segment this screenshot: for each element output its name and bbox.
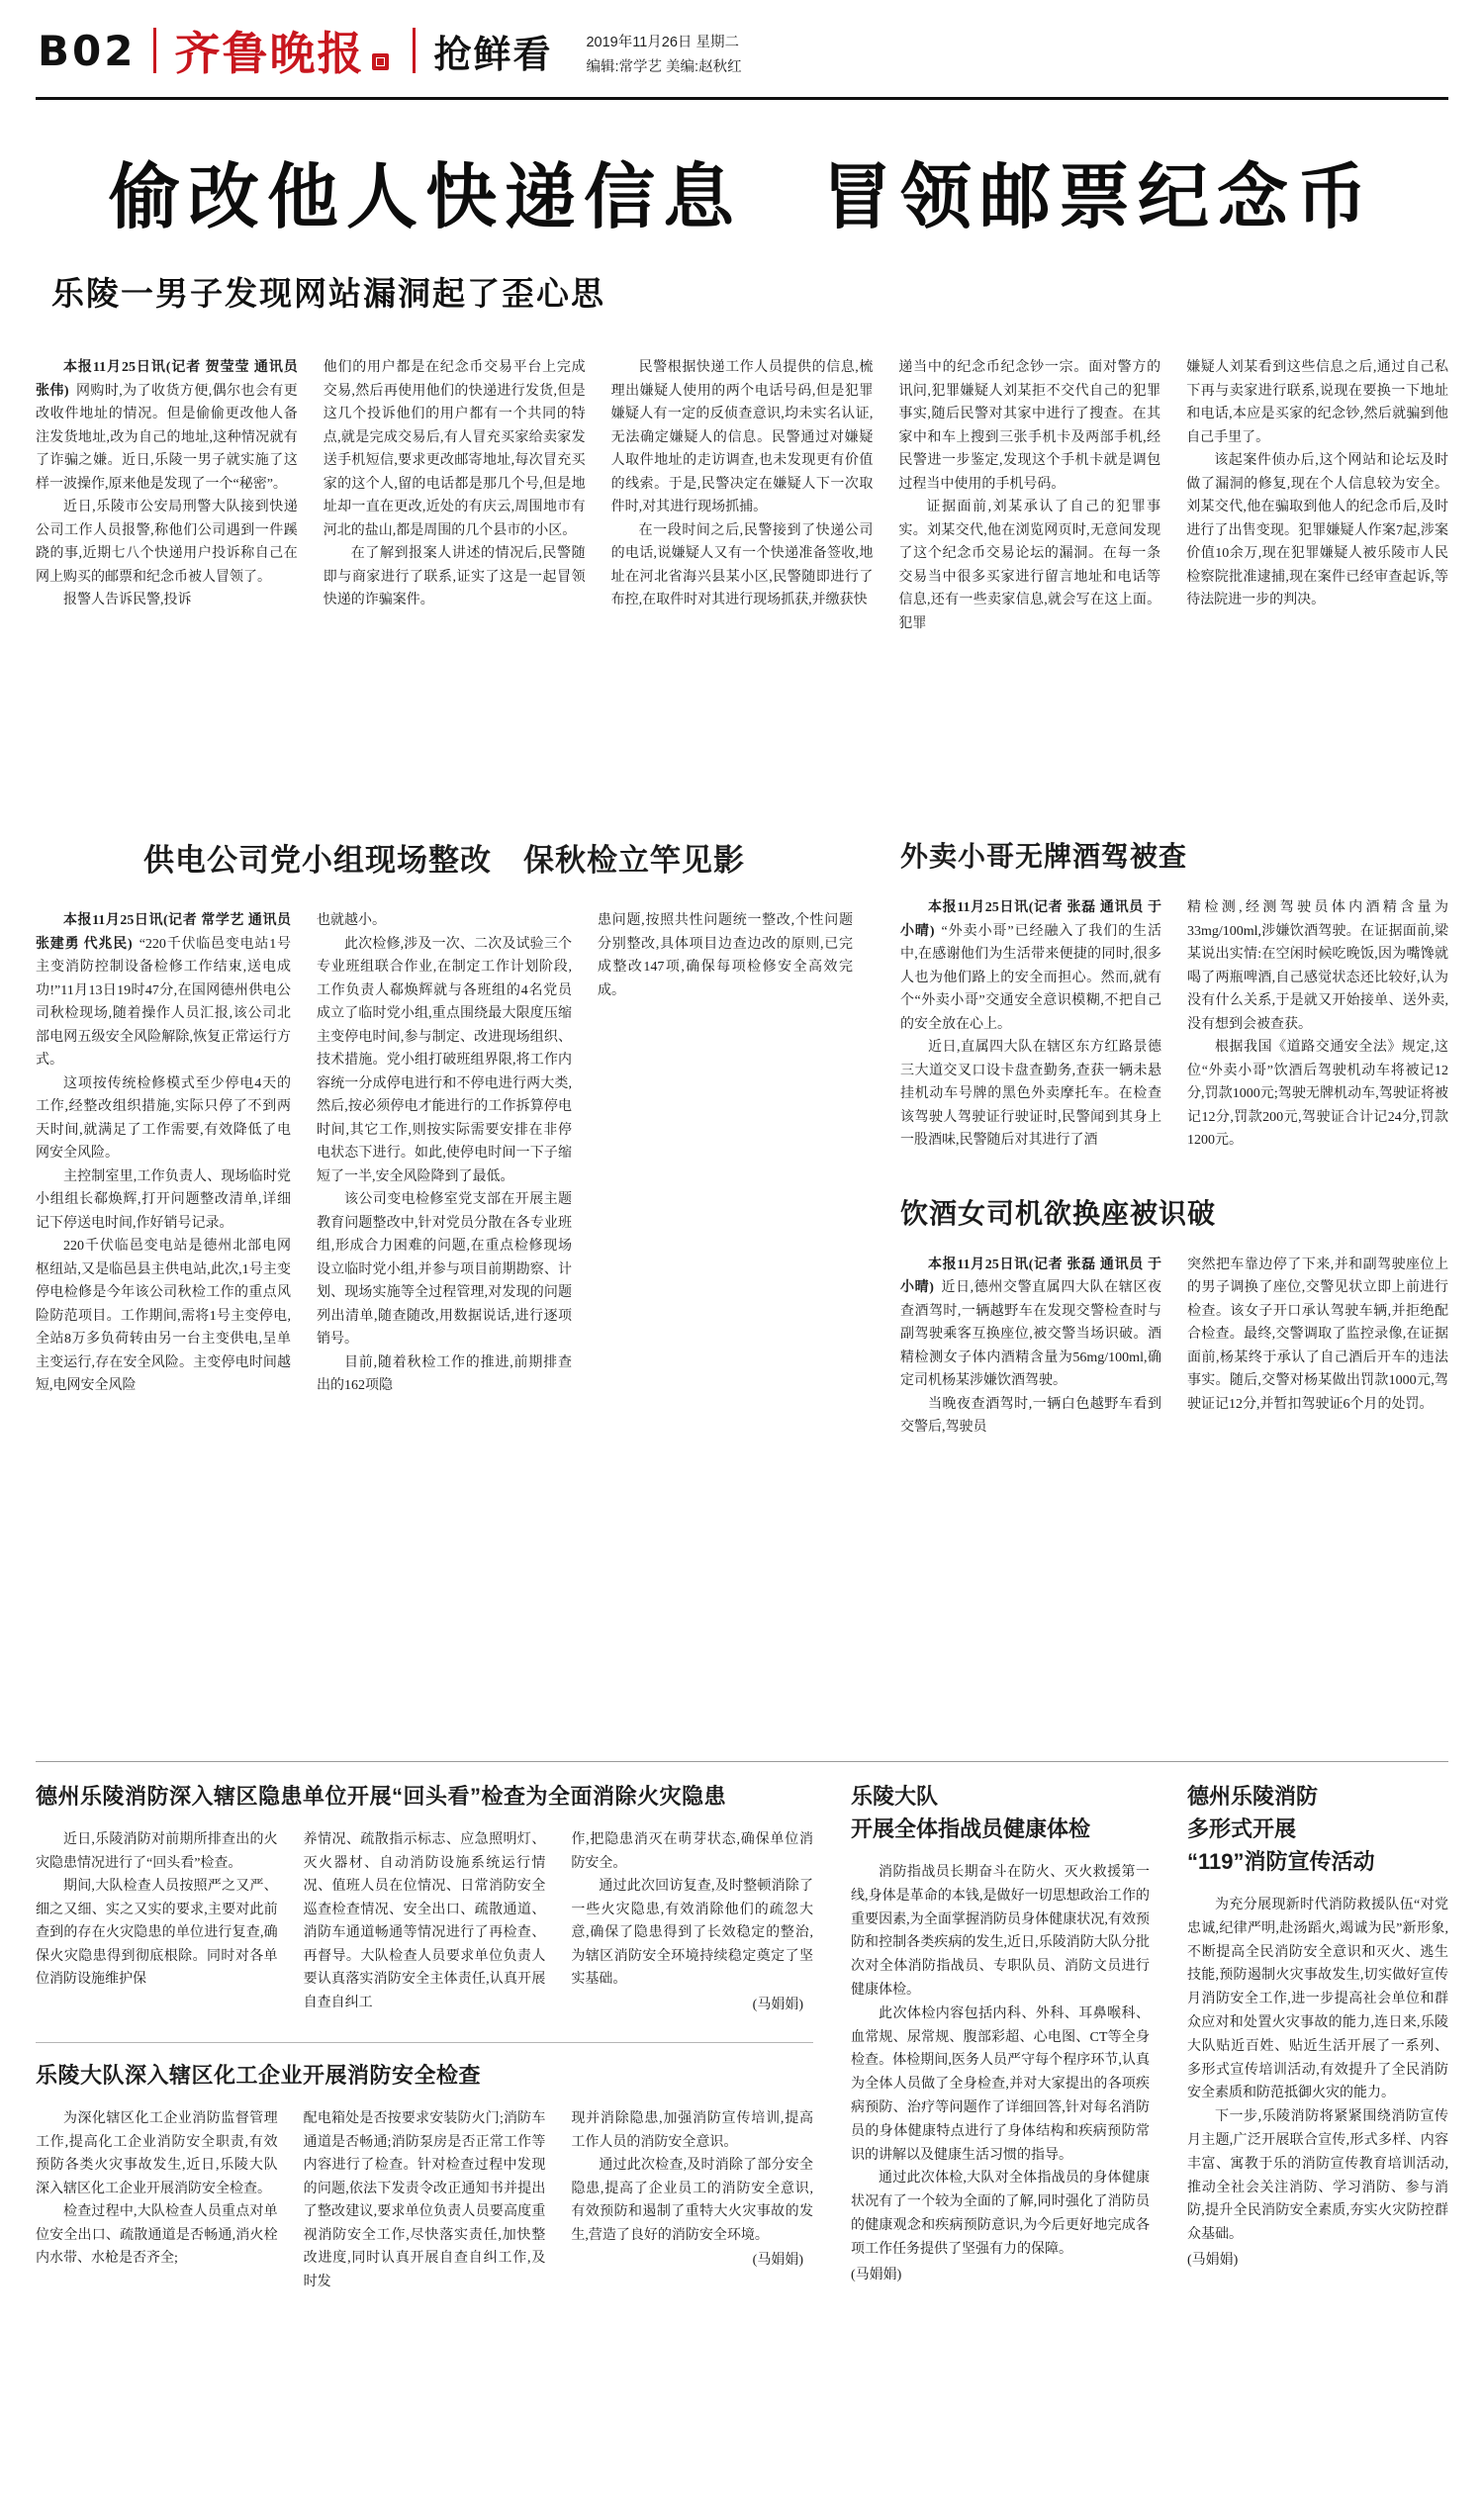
paragraph-group [898, 496, 1160, 635]
article-byline: (马娟娟) [1187, 2252, 1239, 2268]
paragraph-group [571, 2154, 813, 2247]
dateline: 本报11月25日讯(记者 张磊 通讯员 于小晴) [900, 1257, 1161, 1296]
paragraph: 下一步,乐陵消防将紧紧围绕消防宣传月主题,广泛开展联合宣传,形式多样、内容丰富、寓教于乐的消防宣传教育培训活动,推动全社会关注消防、学习消防、参与消防,提升全民消防安全素质,夯实火灾防控群众基础。 [1187, 2109, 1448, 2243]
article-column [900, 1254, 1161, 1440]
dateline: 本报11月25日讯(记者 常学艺 通讯员 张建勇 代兆民) [36, 913, 291, 952]
continued-paragraph: 嫌疑人刘某看到这些信息之后,通过自己私下再与卖家进行联系,说现在要换一下地址和电话,本应是买家的纪念钞,然后就骗到他自己手里了。 [1186, 360, 1448, 445]
continued-paragraph: 递当中的纪念币纪念钞一宗。面对警方的讯问,犯罪嫌疑人刘某拒不交代自己的犯罪事实,随后民警对其家中进行了搜查。在其家中和车上搜到三张手机卡及两部手机,经民警进一步鉴定,发现这个手机卡就是调包过程当中使用的手机号码。 [898, 360, 1161, 492]
delivery-opening-paragraph [900, 896, 1161, 1036]
header-divider [413, 28, 416, 73]
dateline: 本报11月25日讯(记者 张磊 通讯员 于小晴) [900, 900, 1161, 939]
continued-paragraph: 作,把隐患消灭在萌芽状态,确保单位消防安全。 [571, 1832, 813, 1871]
article-column [571, 2107, 813, 2293]
continued-paragraph: 患问题,按照共性问题统一整改,个性问题分别整改,具体项目边查边改的原则,已完成整改147项,确保每项检修安全高效完成。 [598, 913, 853, 998]
article-column [571, 1828, 813, 2016]
delivery-columns [900, 896, 1448, 1153]
lead-columns [36, 356, 1448, 790]
header-rule [36, 97, 1448, 100]
paragraph-group [900, 1036, 1161, 1153]
editor-credits: 编辑:常学艺 美编:赵秋红 [586, 59, 742, 75]
health-headline [851, 1780, 1150, 1845]
article-column [304, 1828, 546, 2016]
paragraph: 近日,乐陵消防对前期所排查出的火灾隐患情况进行了“回头看”检查。 [36, 1832, 278, 1871]
article-column [1187, 1894, 1448, 2247]
health-check-article [851, 1780, 1150, 2394]
page-header [36, 14, 1448, 87]
chem-headline: 乐陵大队深入辖区化工企业开展消防安全检查 [36, 2063, 482, 2089]
paragraph-text: 网购时,为了收货方便,偶尔也会有更改收件地址的情况。但是偷偷更改他人备注发货地址,改为自己的地址,这种情况就有了诈骗之嫌。近日,乐陵一男子就实施了这样一波操作,原来他是发现了一个“秘密”。 [36, 383, 298, 492]
paragraph-group [900, 1393, 1161, 1440]
paragraph-text: “外卖小哥”已经融入了我们的生活中,在感谢他们为生活带来便捷的同时,很多人也为他们路上的安全而担心。然而,就有个“外卖小哥”交通安全意识模糊,不把自己的安全放在心上。 [900, 923, 1161, 1032]
paragraph: 通过此次检查,及时消除了部分安全隐患,提高了企业员工的消防安全意识,有效预防和遏制了重特大火灾事故的发生,营造了良好的消防安全环境。 [571, 2158, 813, 2243]
paragraph: 证据面前,刘某承认了自己的犯罪事实。刘某交代,他在浏览网页时,无意间发现了这个纪念币交易论坛的漏洞。在每一条交易当中很多买家进行留言地址和电话等信息,还有一些卖家信息,就会写在这上面。犯罪 [898, 500, 1161, 631]
paragraph: 此次体检内容包括内科、外科、耳鼻喉科、血常规、尿常规、腹部彩超、心电图、CT等全身检查。体检期间,医务人员严守每个程序环节,认真为全体人员做了全身检查,并对大家提出的各项疾病预防、治疗等问题作了详细回答,针对每名消防员的身体健康特点进行了身体结构和疾病预防常识的讲解以及健康生活习惯的指导。 [851, 2005, 1150, 2163]
paragraph: 近日,直属四大队在辖区东方红路景德三大道交叉口设卡盘查勤务,查获一辆未悬挂机动车号牌的黑色外卖摩托车。在检查该驾驶人驾驶证行驶证时,民警闻到其身上一股酒味,民警随后对其进行了酒 [900, 1040, 1161, 1149]
article-column [900, 896, 1161, 1153]
continued-paragraph: 配电箱处是否按要求安装防火门;消防车通道是否畅通;消防泵房是否正常工作等内容进行了检查。针对检查过程中发现的问题,依法下发责令改正通知书并提出了整改建议,要求单位负责人员要高度重视消防安全工作,尽快落实责任,加快整改进度,同时认真开展自查自纠工作,及时发 [303, 2111, 546, 2289]
publicity-headline [1187, 1780, 1448, 1878]
health-headline-kicker: 乐陵大队 [851, 1784, 939, 1809]
article-column [898, 356, 1160, 790]
paragraph-group [36, 2107, 278, 2271]
paragraph: 期间,大队检查人员按照严之又严、细之又细、实之又实的要求,主要对此前查到的存在火灾隐患的单位进行复查,确保火灾隐患得到彻底根除。同时对各单位消防设施维护保 [36, 1879, 278, 1988]
article-column [324, 356, 586, 790]
continued-paragraph: 突然把车靠边停了下来,并和副驾驶座位上的男子调换了座位,交警见状立即上前进行检查。该女子开口承认驾驶车辆,并拒绝配合检查。最终,交警调取了监控录像,在证据面前,杨某终于承认了自己酒后开车的违法事实。随后,交警对杨某做出罚款1000元,驾驶证记12分,并暂扣驾驶证6个月的处罚。 [1187, 1257, 1448, 1412]
dateline: 本报11月25日讯(记者 贺莹莹 通讯员 张伟) [36, 360, 298, 399]
paragraph: 通过此次体检,大队对全体指战员的身体健康状况有了一个较为全面的了解,同时强化了消防员的健康观念和疾病预防意识,为今后更好地完成各项工作任务提供了坚强有力的保障。 [851, 2171, 1150, 2257]
paragraph: 近日,乐陵市公安局刑警大队接到快递公司工作人员报警,称他们公司遇到一件蹊跷的事,近期七八个快递用户投诉称自己在网上购买的邮票和纪念币被人冒领了。 [36, 500, 298, 585]
paragraph: 消防指战员长期奋斗在防火、灭火救援第一线,身体是革命的本钱,是做好一切思想政治工作的重要因素,为全面掌握消防员身体健康状况,有效预防和控制各类疾病的发生,近日,乐陵消防大队分批次对全体消防指战员、专职队员、消防文员进行健康体检。 [851, 1865, 1150, 1998]
middle-right-stack [900, 835, 1448, 1722]
paragraph-group [36, 1072, 291, 1398]
paragraph-group [36, 1828, 278, 1992]
lead-opening-paragraph [36, 356, 298, 496]
continued-paragraph: 现并消除隐患,加强消防宣传培训,提高工作人员的消防安全意识。 [571, 2111, 813, 2150]
lead-subhead: 乐陵一男子发现网站漏洞起了歪心思 [51, 275, 605, 312]
article-byline: (马娟娟) [752, 2253, 803, 2269]
paragraph: 此次检修,涉及一次、二次及试验三个专业班组联合作业,在制定工作计划阶段,工作负责人郗焕辉就与各班组的4名党员成立了临时党小组,重点围绕最大限度压缩主变停电时间,参与制定、改进现场组织、技术措施。党小组打破班组界限,将工作内容统一分成停电进行和不停电进行两大类,然后,按必须停电才能进行的工作拆算停电时间,其它工作,则按实际需要安排在非停电状态下进行。如此,使停电时间一下子缩短了一半,安全风险降到了最低。 [317, 936, 572, 1184]
power-columns [36, 909, 853, 1398]
fire-recheck-article [36, 1780, 813, 2016]
drunk-headline: 饮酒女司机欲换座被识破 [900, 1197, 1217, 1229]
section-title: 抢鲜看 [433, 34, 553, 76]
bottom-left-stack [36, 1780, 813, 2394]
paragraph: 目前,随着秋检工作的推进,前期排查出的162项隐 [317, 1354, 572, 1394]
delivery-driver-article [900, 835, 1448, 1153]
health-headline-main: 开展全体指战员健康体检 [851, 1816, 1091, 1841]
delivery-headline: 外卖小哥无牌酒驾被查 [900, 841, 1188, 872]
masthead-seal-icon [372, 53, 389, 70]
article-column [36, 2107, 278, 2293]
paragraph: 该起案件侦办后,这个网站和论坛及时做了漏洞的修复,现在个人信息较为安全。刘某交代,他在骗取到他人的纪念币后,及时进行了出售变现。犯罪嫌疑人作案7起,涉案价值10余万,现在犯罪嫌疑人被乐陵市人民检察院批准逮捕,现在案件已经审查起诉,等待法院进一步的判决。 [1186, 453, 1448, 608]
lead-article [36, 140, 1448, 790]
chemical-inspection-article [36, 2042, 813, 2293]
article-byline: (马娟娟) [752, 1997, 803, 2012]
paragraph: 为充分展现新时代消防救援队伍“对党忠诚,纪律严明,赴汤蹈火,竭诚为民”新形象,不断提高全民消防安全意识和灭火、逃生技能,预防遏制火灾事故发生,切实做好宣传月消防安全工作,进一步提高社会单位和群众应对和处置火灾事故的能力,连日来,乐陵大队贴近百姓、贴近生活开展了一系列、多形式宣传培训活动,有效提升了全民消防安全素质和防范抵御火灾的能力。 [1187, 1898, 1448, 2101]
issue-date: 2019年11月26日 星期二 [586, 34, 739, 50]
paragraph-text: “220千伏临邑变电站1号主变消防控制设备检修工作结束,送电成功!”11月13日19时47分,在国网德州供电公司秋检现场,随着操作人员汇报,该公司北部电网五级安全风险解除,恢复正常运行方式。 [36, 936, 291, 1069]
fire-columns [36, 1828, 813, 2016]
paragraph: 220千伏临邑变电站是德州北部电网枢纽站,又是临邑县主供电站,此次,1号主变停电检修是今年该公司秋检工作的重点风险防范项目。工作期间,需将1号主变停电,全站8万多负荷转由另一台主变供电,呈单主变运行,存在安全风险。主变停电时间越短,电网安全风险 [36, 1239, 291, 1394]
article-byline: (马娟娟) [851, 2267, 902, 2282]
article-column [304, 2107, 546, 2293]
paragraph-group [571, 1875, 813, 1992]
paragraph-group [317, 933, 572, 1398]
article-column [36, 356, 298, 790]
article-column [1187, 1254, 1448, 1440]
paragraph: 这项按传统检修模式至少停电4天的工作,经整改组织措施,实际只停了不到两天时间,就满足了工作需要,有效降低了电网安全风险。 [36, 1075, 291, 1162]
paragraph: 该公司变电检修室党支部在开展主题教育问题整改中,针对党员分散在各专业班组,形成合力困难的问题,在重点检修现场设立临时党小组,并参与项目前期勘察、计划、现场实施等全过程管理,对发现的问题列出清单,随查随改,用数据说话,进行逐项销号。 [317, 1192, 572, 1348]
paragraph: 为深化辖区化工企业消防监督管理工作,提高化工企业消防安全职责,有效预防各类火灾事故发生,近日,乐陵大队深入辖区化工企业开展消防安全检查。 [36, 2111, 278, 2196]
publicity-headline-line-3: “119”消防宣传活动 [1187, 1849, 1375, 1874]
paragraph: 民警根据快递工作人员提供的信息,梳理出嫌疑人使用的两个电话号码,但是犯罪嫌疑人有一定的反侦查意识,均未实名认证,无法确定嫌疑人的信息。民警通过对嫌疑人取件地址的走访调查,也未发现更有价值的线索。于是,民警决定在嫌疑人下一次取件时,对其进行现场抓捕。 [610, 360, 874, 515]
chem-columns [36, 2107, 813, 2293]
paragraph-group [1186, 449, 1448, 612]
article-column [36, 1828, 278, 2016]
publicity-headline-line-1: 德州乐陵消防 [1187, 1784, 1319, 1809]
bottom-band [36, 1761, 1448, 2394]
paragraph: 在一段时间之后,民警接到了快递公司的电话,说嫌疑人又有一个快递准备签收,地址在河北省海兴县某小区,民警随即进行了布控,在取件时对其进行现场抓获,并缴获快 [610, 522, 874, 608]
drunk-opening-paragraph [900, 1254, 1161, 1393]
paragraph: 当晚夜查酒驾时,一辆白色越野车看到交警后,驾驶员 [900, 1396, 1161, 1436]
paragraph: 在了解到报案人讲述的情况后,民警随即与商家进行了联系,证实了这是一起冒领快递的诈骗案件。 [323, 546, 586, 608]
masthead-logo: 齐鲁晚报 [174, 29, 365, 79]
issue-info [586, 31, 741, 81]
publicity-headline-line-2: 多形式开展 [1187, 1816, 1297, 1841]
lead-headline: 偷改他人快递信息 冒领邮票纪念币 [108, 158, 1375, 237]
paragraph-group [324, 542, 586, 612]
continued-paragraph: 养情况、疏散指示标志、应急照明灯、灭火器材、自动消防设施系统运行情况、值班人员在位情况、日常消防安全巡查检查情况、安全出口、疏散通道、消防车通道畅通等情况进行了再检查、再督导。大队检查人员要求单位负责人要认真落实消防安全主体责任,认真开展自查自纠工 [303, 1832, 546, 2010]
paragraph-group [1187, 1036, 1448, 1153]
continued-paragraph: 也就越小。 [317, 913, 386, 928]
paragraph: 主控制室里,工作负责人、现场临时党小组组长郗焕辉,打开问题整改清单,详细记下停送电时间,作好销号记录。 [36, 1168, 291, 1231]
paragraph: 检查过程中,大队检查人员重点对单位安全出口、疏散通道是否畅通,消火栓内水带、水枪是否齐全; [36, 2204, 278, 2267]
power-opening-paragraph [36, 909, 291, 1072]
paragraph: 报警人告诉民警,投诉 [63, 593, 192, 608]
power-article [36, 835, 853, 1722]
fire-publicity-article [1187, 1780, 1448, 2394]
article-column [1186, 356, 1448, 790]
paragraph-group [611, 356, 874, 612]
continued-paragraph: 精检测,经测驾驶员体内酒精含量为33mg/100ml,涉嫌饮酒驾驶。在证据面前,梁某说出实情:在空闲时候吃晚饭,因为嘴馋就喝了两瓶啤酒,自己感觉状态还比较好,认为没有什么关系,于是就又开始接单、送外卖,没有想到会被查获。 [1187, 900, 1448, 1032]
article-column [851, 1861, 1150, 2262]
article-column [598, 909, 853, 1398]
paragraph-group [36, 496, 298, 612]
article-column [317, 909, 572, 1398]
continued-paragraph: 他们的用户都是在纪念币交易平台上完成交易,然后再使用他们的快递进行发货,但是这几个投诉他们的用户都有一个共同的特点,就是完成交易后,有人冒充买家给卖家发送手机短信,要求更改邮寄地址,每次冒充买家的这个人,留的电话都是那几个号,但是地址却一直在更改,近处的有庆云,周围地市有河北的盐山,都是周围的几个县市的小区。 [323, 360, 586, 538]
drunk-driver-article [900, 1192, 1448, 1440]
paragraph: 通过此次回访复查,及时整顿消除了一些火灾隐患,有效消除他们的疏忽大意,确保了隐患得到了长效稳定的整治,为辖区消防安全环境持续稳定奠定了坚实基础。 [571, 1879, 813, 1988]
article-column [36, 909, 291, 1398]
power-headline: 供电公司党小组现场整改 保秋检立竿见影 [143, 843, 745, 878]
paragraph-text: 近日,德州交警直属四大队在辖区夜查酒驾时,一辆越野车在发现交警检查时与副驾驶乘客互换座位,被交警当场识破。酒精检测女子体内酒精含量为56mg/100ml,确定司机杨某涉嫌饮酒驾驶。 [900, 1280, 1161, 1389]
article-column [1187, 896, 1448, 1153]
paragraph: 根据我国《道路交通安全法》规定,这位“外卖小哥”饮酒后驾驶机动车将被记12分,罚款1000元;驾驶无牌机动车,驾驶证将被记12分,罚款200元,驾驶证合计记24分,罚款1200元。 [1187, 1040, 1448, 1149]
article-column [611, 356, 874, 790]
drunk-columns [900, 1254, 1448, 1440]
middle-band [36, 835, 1448, 1722]
fire-headline: 德州乐陵消防深入辖区隐患单位开展“回头看”检查为全面消除火灾隐患 [36, 1784, 727, 1809]
page-number: B02 [38, 26, 137, 75]
header-divider [153, 28, 156, 73]
